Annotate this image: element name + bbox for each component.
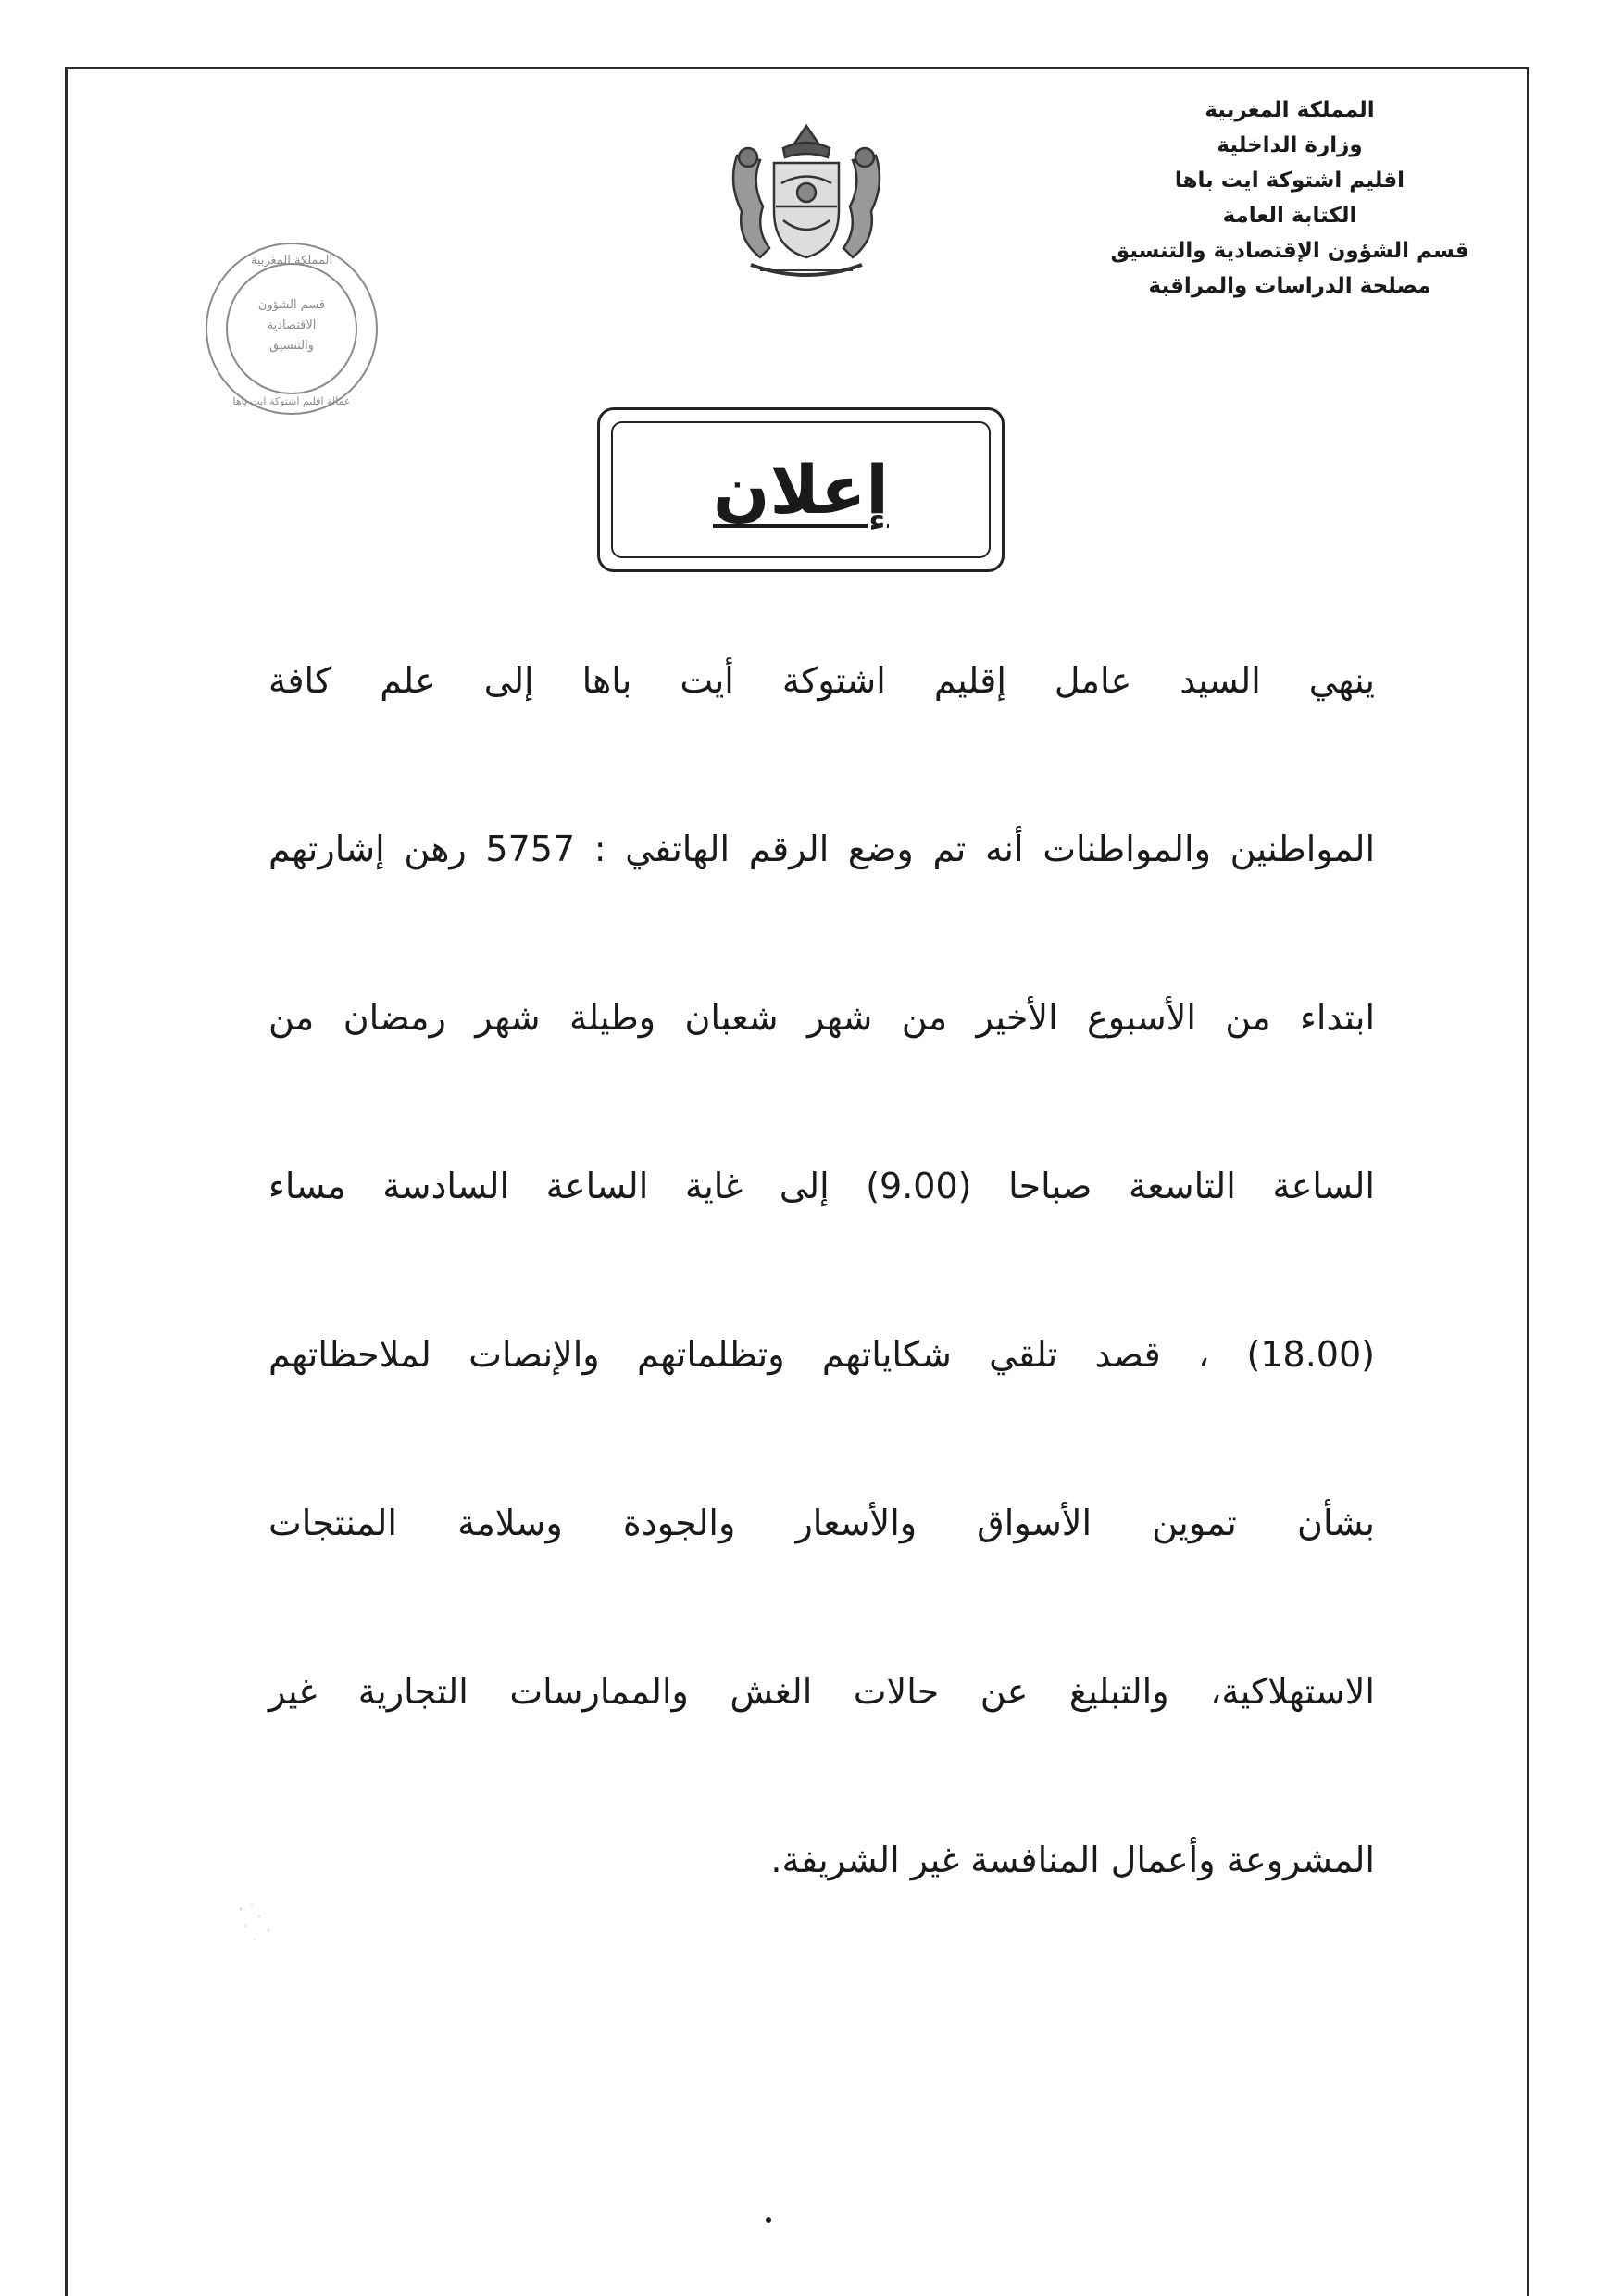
moroccan-coat-of-arms-icon xyxy=(718,119,894,285)
stamp-text-2: الاقتصادية xyxy=(267,318,317,332)
title-inner-border xyxy=(611,421,991,558)
header-line-service: مصلحة الدراسات والمراقبة xyxy=(1148,274,1431,298)
header-line-secretariat: الكتابة العامة xyxy=(1222,204,1357,228)
header-line-ministry: وزارة الداخلية xyxy=(1217,133,1363,157)
issuing-authority-header xyxy=(1095,93,1484,304)
stamp-text-top: المملكة المغربية xyxy=(250,254,333,268)
body-line: المواطنين والمواطنات أنه تم وضع الرقم الهاتفي : 5757 رهن إشارتهم xyxy=(268,829,1376,869)
announcement-title-box xyxy=(597,407,1005,572)
body-line: ابتداء من الأسبوع الأخير من شهر شعبان وطيلة شهر رمضان من xyxy=(268,997,1375,1038)
body-line: الساعة التاسعة صباحا (9.00) إلى غاية الساعة السادسة مساء xyxy=(268,1166,1375,1206)
body-line: المشروعة وأعمال المنافسة غير الشريفة. xyxy=(770,1840,1375,1880)
page-dot-mark xyxy=(766,2217,771,2223)
stamp-text-1: قسم الشؤون xyxy=(257,298,326,312)
body-line: ينهي السيد عامل إقليم اشتوكة أيت باها إلى علم كافة xyxy=(268,660,1375,701)
announcement-title: إعلان xyxy=(713,451,889,529)
body-line: بشأن تموين الأسواق والأسعار والجودة وسلامة المنتجات xyxy=(268,1503,1375,1543)
body-line: الاستهلاكية، والتبليغ عن حالات الغش والممارسات التجارية غير xyxy=(268,1671,1375,1712)
official-round-stamp xyxy=(199,236,384,421)
announcement-body xyxy=(268,639,1375,1987)
stamp-text-bottom: عمالة اقليم اشتوكة ايت باها xyxy=(232,395,351,407)
header-line-division: قسم الشؤون الإقتصادية والتنسيق xyxy=(1110,239,1469,263)
header-line-kingdom: المملكة المغربية xyxy=(1205,98,1375,122)
body-line: (18.00) ، قصد تلقي شكاياتهم وتظلماتهم والإنصات لملاحظاتهم xyxy=(268,1334,1375,1375)
scan-speckle xyxy=(231,1898,287,1953)
header-line-province: اقليم اشتوكة ايت باها xyxy=(1174,168,1405,193)
stamp-text-3: والتنسيق xyxy=(268,339,315,353)
